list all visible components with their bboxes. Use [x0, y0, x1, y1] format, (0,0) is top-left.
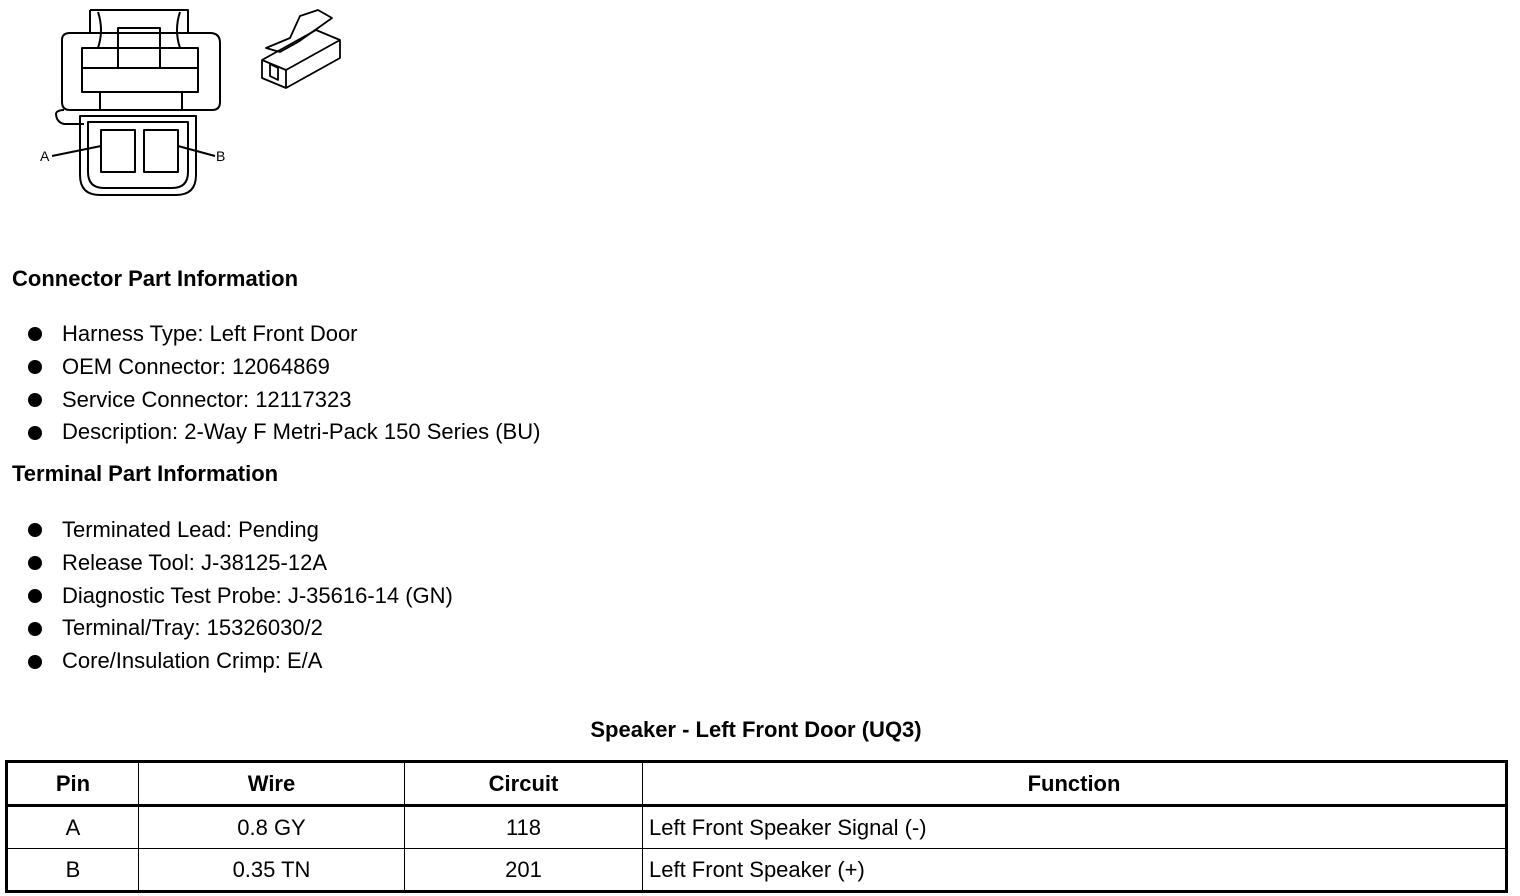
list-item: [28, 645, 453, 678]
cell-circuit: 201: [405, 849, 643, 892]
column-header-pin: Pin: [7, 762, 139, 806]
table-row: [7, 806, 1507, 849]
bullet-icon: [28, 327, 42, 341]
bullet-icon: [28, 622, 42, 636]
bullet-icon: [28, 556, 42, 570]
connector-iso-view: [262, 10, 340, 88]
cell-wire: 0.8 GY: [139, 806, 405, 849]
list-item-text: OEM Connector: 12064869: [62, 353, 330, 379]
connector-latch: [90, 10, 188, 33]
cell-pin: B: [7, 849, 139, 892]
connector-info-list: [28, 318, 540, 449]
terminal-info-list: [28, 514, 453, 678]
pin-a-label: A: [40, 148, 50, 164]
list-item: [28, 384, 540, 417]
pinout-table: [5, 760, 1508, 893]
connector-diagram: [20, 0, 380, 210]
list-item-text: Terminated Lead: Pending: [62, 517, 319, 542]
table-row: [7, 849, 1507, 892]
list-item: [28, 351, 540, 384]
list-item-text: Description: 2-Way F Metri-Pack 150 Series (BU): [62, 419, 541, 445]
list-item-text: Service Connector: 12117323: [62, 386, 352, 412]
list-item-text: Diagnostic Test Probe: J-35616-14 (GN): [62, 582, 453, 608]
pin-b-label: B: [216, 148, 226, 164]
bullet-icon: [28, 589, 42, 603]
list-item: [28, 416, 540, 449]
list-item: [28, 612, 453, 645]
cell-circuit: 118: [405, 806, 643, 849]
table-header-row: [7, 762, 1507, 806]
list-item-text: Terminal/Tray: 15326030/2: [62, 615, 323, 641]
list-item: [28, 580, 453, 613]
cell-wire: 0.35 TN: [139, 849, 405, 892]
bullet-icon: [28, 655, 42, 669]
cavity-b: [144, 130, 178, 172]
list-item: [28, 318, 540, 351]
bullet-icon: [28, 523, 42, 537]
column-header-circuit: Circuit: [405, 762, 643, 806]
list-item: [28, 547, 453, 580]
bullet-icon: [28, 426, 42, 440]
terminal-info-heading: Terminal Part Information: [12, 461, 279, 486]
cell-function: Left Front Speaker Signal (-): [643, 806, 1507, 849]
column-header-wire: Wire: [139, 762, 405, 806]
list-item-text: Core/Insulation Crimp: E/A: [62, 648, 323, 674]
connector-info-heading: Connector Part Information: [12, 266, 299, 291]
list-item-text: Harness Type: Left Front Door: [62, 321, 358, 346]
cell-pin: A: [7, 806, 139, 849]
bullet-icon: [28, 393, 42, 407]
cavity-a: [101, 130, 135, 172]
list-item: [28, 514, 453, 547]
table-title: Speaker - Left Front Door (UQ3): [590, 717, 922, 742]
list-item-text: Release Tool: J-38125-12A: [62, 549, 327, 575]
bullet-icon: [28, 360, 42, 374]
connector-body: [62, 33, 220, 110]
column-header-function: Function: [643, 762, 1507, 806]
cell-function: Left Front Speaker (+): [643, 849, 1507, 892]
